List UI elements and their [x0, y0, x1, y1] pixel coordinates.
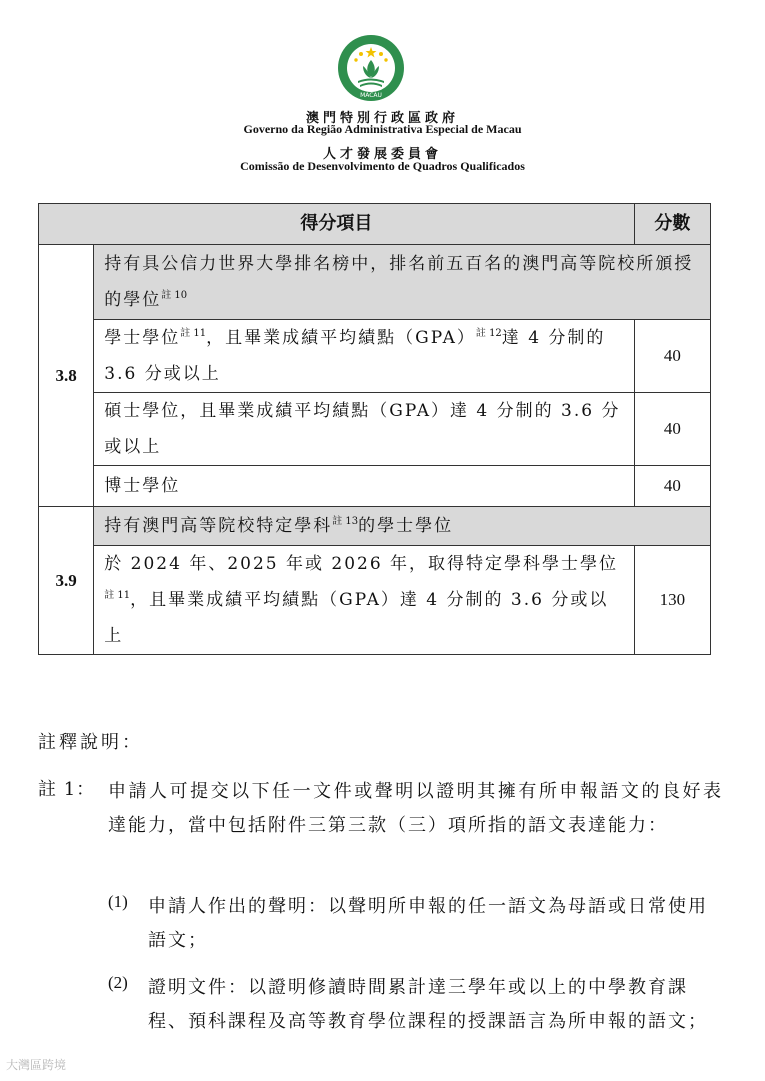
- category-text: 的學士學位: [358, 516, 454, 536]
- sub-item-text: 申請人作出的聲明：以聲明所申報的任一語文為母語或日常使用語文；: [148, 896, 708, 951]
- score-cell: 130: [634, 546, 710, 655]
- note-text: 申請人可提交以下任一文件或聲明以證明其擁有所申報語文的良好表達能力，當中包括附件三第三款（三）項所指的語文表達能力：: [108, 781, 723, 836]
- sub-item-text: 證明文件：以證明修讀時間累計達三學年或以上的中學教育課程、預科課程及高等教育學位課程的授課語言為所申報的語文；: [148, 977, 708, 1032]
- macau-emblem-icon: [336, 33, 406, 103]
- item-text: ，且畢業成績平均績點（GPA）: [206, 328, 476, 348]
- category-cell: [94, 245, 711, 320]
- category-text: 持有澳門高等院校特定學科: [104, 516, 333, 536]
- score-table: [38, 203, 711, 655]
- footnote-ref: 註 11: [104, 590, 131, 601]
- svg-text:MACAU: MACAU: [360, 92, 382, 99]
- item-text: 於 2024 年、2025 年或 2026 年，取得特定學科學士學位: [104, 554, 619, 574]
- score-cell: 40: [634, 466, 710, 507]
- item-cell: 博士學位: [94, 466, 634, 507]
- sub-item-number: (2): [108, 973, 128, 992]
- table-row: [39, 245, 711, 320]
- sub-item-number: (1): [108, 892, 128, 911]
- category-cell: [94, 507, 711, 546]
- commission-title-pt: Comissão de Desenvolvimento de Quadros Qualificados: [240, 159, 525, 173]
- table-row: [39, 393, 711, 466]
- column-header-item: 得分項目: [39, 204, 635, 245]
- item-text: 達 4 分制的 3.6 分或以上: [104, 328, 606, 384]
- item-cell: 碩士學位，且畢業成績平均績點（GPA）達 4 分制的 3.6 分或以上: [94, 393, 634, 466]
- government-title-pt: Governo da Região Administrativa Especial de Macau: [243, 122, 522, 136]
- footnote-ref: 註 13: [332, 516, 359, 527]
- note-label: 註 1：: [38, 779, 96, 800]
- category-text: 持有具公信力世界大學排名榜中，排名前五百名的澳門高等院校所頒授的學位: [104, 254, 694, 310]
- score-cell: 40: [634, 320, 710, 393]
- table-row: [39, 507, 711, 546]
- item-cell: [94, 546, 634, 655]
- commission-title-zh: 人才發展委員會: [322, 147, 442, 162]
- table-row: [39, 320, 711, 393]
- government-title-zh: 澳門特別行政區政府: [305, 111, 459, 126]
- footnote-ref: 註 11: [180, 328, 207, 339]
- item-text: 學士學位: [104, 328, 181, 348]
- notes-title: 註釋說明：: [38, 732, 143, 753]
- column-header-score: 分數: [634, 204, 710, 245]
- watermark: 大灣區跨境: [6, 1058, 67, 1072]
- footnote-ref: 註 12: [475, 328, 502, 339]
- table-header-row: [39, 204, 711, 245]
- table-row: [39, 466, 711, 507]
- item-number: 3.8: [39, 245, 94, 507]
- footnote-ref: 註 10: [161, 290, 188, 301]
- item-number: 3.9: [39, 507, 94, 655]
- score-cell: 40: [634, 393, 710, 466]
- table-row: [39, 546, 711, 655]
- item-text: ，且畢業成績平均績點（GPA）達 4 分制的 3.6 分或以上: [104, 590, 609, 646]
- item-cell: [94, 320, 634, 393]
